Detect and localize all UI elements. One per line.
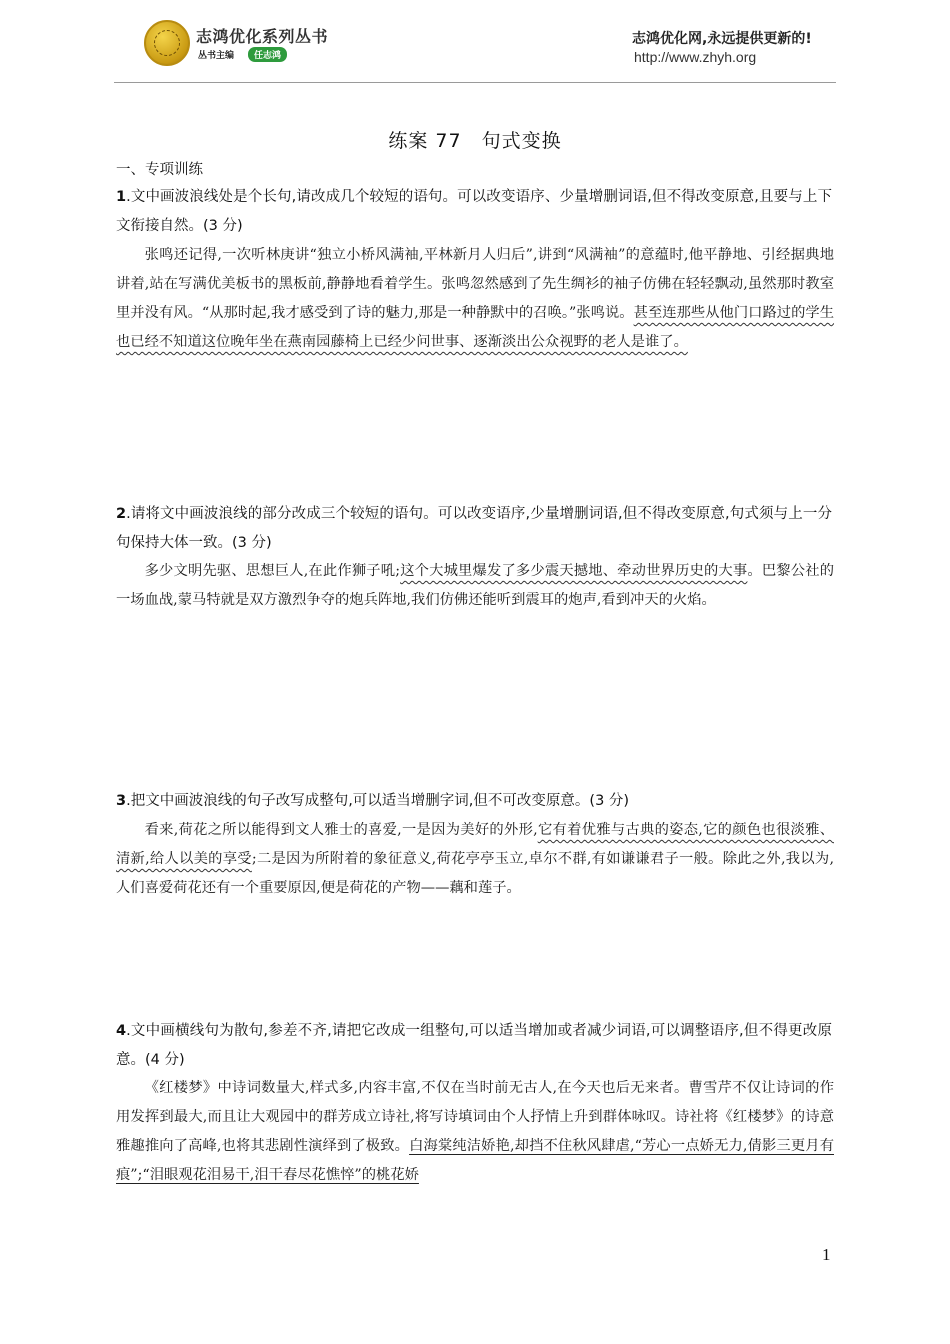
- question-2-prompt: 2.请将文中画波浪线的部分改成三个较短的语句。可以改变语序,少量增删词语,但不得改变原意,句式须与上一分句保持大体一致。(3 分): [116, 506, 832, 551]
- header-divider: [114, 82, 836, 83]
- question-3-prompt: 3.把文中画波浪线的句子改写成整句,可以适当增删字词,但不可改变原意。(3 分): [116, 793, 630, 809]
- page-title: 练案 77 句式变换: [388, 130, 562, 152]
- series-title: 志鸿优化系列丛书: [196, 27, 329, 46]
- question-1-passage: 张鸣还记得,一次听林庚讲“独立小桥风满袖,平林新月人归后”,讲到“风满袖”的意蕴时,他平静地、引经据典地讲着,站在写满优美板书的黑板前,静静地看着学生。张鸣忽然感到了先生绸衫的袖子仿佛在轻轻飘动,虽然那时教室里并没有风。“从那时起,我才感受到了诗的魅力,那是一种静默中的召唤。”张鸣说。甚至连那些从他门口路过的学生也已经不知道这位晚年坐在燕南园藤椅上已经少问世事、逐渐淡出公众视野的老人是谁了。: [116, 247, 835, 350]
- site-url-link[interactable]: http://www.zhyh.org: [634, 49, 757, 65]
- question-4-prompt: 4.文中画横线句为散句,参差不齐,请把它改成一组整句,可以适当增加或者减少词语,可以调整语序,但不得更改原意。(4 分): [116, 1023, 832, 1068]
- series-logo-icon: [144, 20, 190, 66]
- question-4-marked-text: 白海棠纯洁娇艳,却挡不住秋风肆虐,“芳心一点娇无力,倩影三更月有痕”;“泪眼观花泪易干,泪干春尽花憔悴”的桃花娇: [116, 1138, 834, 1183]
- section-heading: 一、专项训练: [116, 162, 203, 178]
- page-header: [0, 0, 950, 84]
- series-editor-badge: 任志鸿: [248, 47, 287, 62]
- page-number: 1: [822, 1245, 831, 1264]
- question-1-prompt: 1.文中画波浪线处是个长句,请改成几个较短的语句。可以改变语序、少量增删词语,但不得改变原意,且要与上下文衔接自然。(3 分): [116, 189, 832, 234]
- question-2-passage: 多少文明先驱、思想巨人,在此作狮子吼;这个大城里爆发了多少震天撼地、牵动世界历史的大事。巴黎公社的一场血战,蒙马特就是双方激烈争夺的炮兵阵地,我们仿佛还能听到震耳的炮声,看到冲天的火焰。: [116, 563, 834, 608]
- question-3-marked-text: 它有着优雅与古典的姿态,它的颜色也很淡雅、清新,给人以美的享受: [116, 822, 834, 867]
- series-sub-label: 丛书主编: [198, 51, 235, 61]
- question-2-marked-text: 这个大城里爆发了多少震天撼地、牵动世界历史的大事: [400, 563, 748, 579]
- question-4-passage: 《红楼梦》中诗词数量大,样式多,内容丰富,不仅在当时前无古人,在今天也后无来者。曹雪芹不仅让诗词的作用发挥到最大,而且让大观园中的群芳成立诗社,将写诗填词由个人抒情上升到群体咏叹。诗社将《红楼梦》的诗意雅趣推向了高峰,也将其悲剧性演绎到了极致。白海棠纯洁娇艳,却挡不住秋风肆虐,“芳心一点娇无力,倩影三更月有痕”;“泪眼观花泪易干,泪干春尽花憔悴”的桃花娇: [116, 1080, 834, 1183]
- site-slogan: 志鸿优化网,永远提供更新的!: [632, 31, 812, 47]
- question-3-passage: 看来,荷花之所以能得到文人雅士的喜爱,一是因为美好的外形,它有着优雅与古典的姿态,它的颜色也很淡雅、清新,给人以美的享受;二是因为所附着的象征意义,荷花亭亭玉立,卓尔不群,有如谦谦君子一般。除此之外,我以为,人们喜爱荷花还有一个重要原因,便是荷花的产物——藕和莲子。: [116, 822, 834, 896]
- question-1-marked-text: 甚至连那些从他门口路过的学生也已经不知道这位晚年坐在燕南园藤椅上已经少问世事、逐渐淡出公众视野的老人是谁了。: [116, 305, 835, 350]
